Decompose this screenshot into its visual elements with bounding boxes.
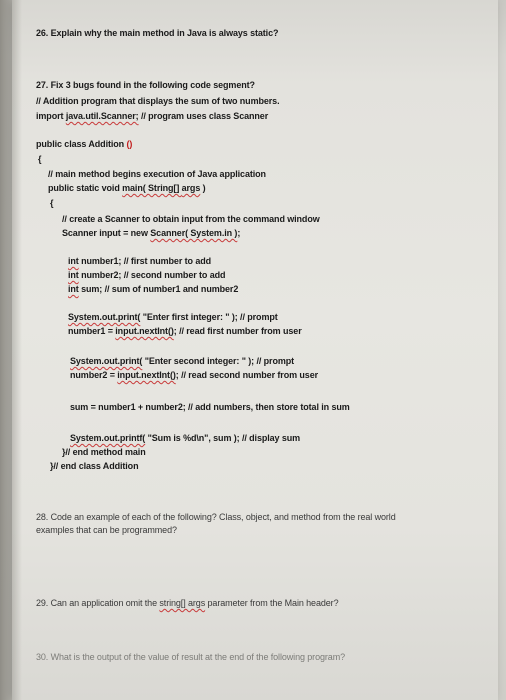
code-class-declaration [36,139,132,149]
print-first-args: "Enter first integer: " ); // prompt [140,312,278,322]
code-read-second [70,370,318,380]
printf-args: "Sum is %d\n", sum ); // display sum [145,433,301,443]
code-print-first [68,312,278,322]
import-keyword: import [36,111,66,121]
decl-sum-rest: sum; // sum of number1 and number2 [78,284,239,294]
read-second-comment: ; // read second number from user [175,370,318,380]
code-decl-sum [68,284,238,294]
photo-edge-shadow [0,0,22,700]
scanner-start: Scanner input = new [62,228,151,238]
print-second-args: "Enter second integer: " ); // prompt [142,356,295,366]
question-29 [36,598,338,608]
question-29-end: parameter from the Main header? [205,598,339,608]
scanner-end: ; [237,228,241,238]
main-signature-args: args [181,183,201,193]
read-first-comment: ; // read first number from user [173,326,302,336]
code-end-class: }// end class Addition [50,461,139,471]
read-first-start: number1 = [68,326,116,336]
code-comment-header: // Addition program that displays the sum of two numbers. [36,96,280,106]
code-scanner-comment: // create a Scanner to obtain input from the command window [62,214,320,224]
print-second-call: System.out.print( [70,356,143,366]
code-decl-number1 [68,256,211,266]
worksheet-page [12,0,498,700]
code-import-line [36,111,268,121]
decl-number2-rest: number2; // second number to add [78,270,226,280]
import-path: java.util.Scanner; [65,111,139,121]
question-28-line2: examples that can be programmed? [36,525,177,535]
printf-call: System.out.printf( [70,433,146,443]
question-26: 26. Explain why the main method in Java is always static? [36,28,279,38]
class-declaration-text: public class Addition [36,139,127,149]
question-27-heading: 27. Fix 3 bugs found in the following code segment? [36,80,255,90]
question-28-line1: 28. Code an example of each of the following? Class, object, and method from the real world [36,512,396,522]
decl-number2-type: int [68,270,79,280]
code-end-main: }// end method main [62,447,146,457]
question-29-start: 29. Can an application omit the [36,598,160,608]
code-sum-line: sum = number1 + number2; // add numbers, then store total in sum [70,402,350,412]
print-first-call: System.out.print( [68,312,141,322]
read-first-call: input.nextInt() [115,326,174,336]
question-29-args: string[] args [159,598,206,608]
decl-sum-type: int [68,284,79,294]
read-second-call: input.nextInt() [117,370,176,380]
scanner-constructor: Scanner( System.in ) [150,228,238,238]
class-parens: () [126,139,133,149]
import-comment: // program uses class Scanner [138,111,269,121]
code-read-first [68,326,302,336]
main-signature-end: ) [200,183,206,193]
main-signature-method: main( String[] [122,183,182,193]
code-main-comment: // main method begins execution of Java application [48,169,266,179]
code-scanner-line [62,228,240,238]
code-decl-number2 [68,270,225,280]
code-brace-open: { [38,154,42,164]
main-signature-start: public static void [48,183,123,193]
code-main-signature [48,183,206,193]
question-30: 30. What is the output of the value of result at the end of the following program? [36,652,345,662]
decl-number1-rest: number1; // first number to add [78,256,212,266]
code-main-brace: { [50,198,54,208]
code-printf-line [70,433,300,443]
decl-number1-type: int [68,256,79,266]
read-second-start: number2 = [70,370,118,380]
code-print-second [70,356,294,366]
